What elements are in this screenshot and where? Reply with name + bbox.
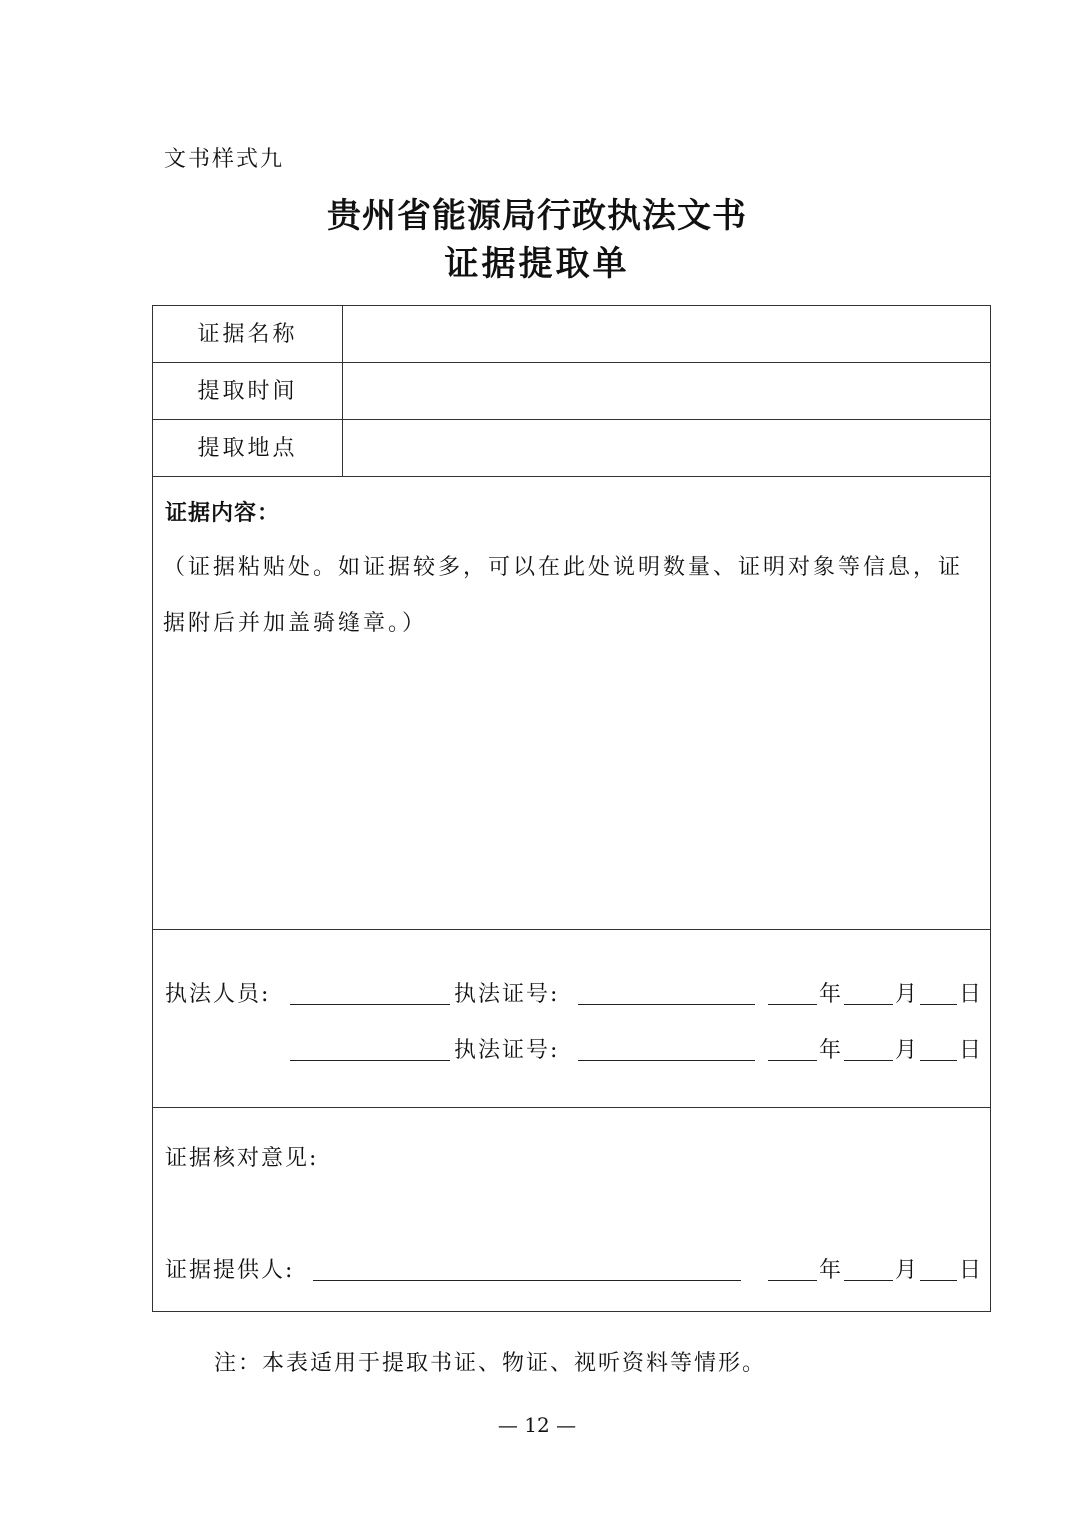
day-label: 日 [959,1038,982,1063]
day-blank[interactable] [920,1004,957,1005]
document-title: 贵州省能源局行政执法文书 [327,196,747,236]
month-blank[interactable] [844,1004,893,1005]
provider-signature-blank[interactable] [313,1280,741,1281]
month-blank[interactable] [844,1060,893,1061]
officer-label: 执法人员: [165,982,271,1007]
section-divider [153,1107,990,1108]
officer-name-blank[interactable] [290,1004,450,1005]
verification-opinion-label: 证据核对意见: [165,1146,319,1171]
year-blank[interactable] [768,1004,817,1005]
year-label: 年 [819,1258,842,1283]
evidence-form [152,305,991,1312]
extraction-place-label: 提取地点 [197,436,298,461]
month-label: 月 [895,1258,918,1283]
evidence-content-hint: （证据粘贴处。如证据较多，可以在此处说明数量、证明对象等信息，证 [163,555,964,580]
footer-note: 注：本表适用于提取书证、物证、视听资料等情形。 [214,1351,767,1376]
cert-number-label: 执法证号: [454,1038,560,1063]
column-divider [342,306,343,476]
cert-number-blank[interactable] [578,1004,755,1005]
section-divider [153,929,990,930]
year-label: 年 [819,1038,842,1063]
month-label: 月 [895,1038,918,1063]
year-label: 年 [819,982,842,1007]
month-blank[interactable] [844,1280,893,1281]
extraction-time-label: 提取时间 [197,379,298,404]
day-label: 日 [959,982,982,1007]
evidence-content-heading: 证据内容： [165,501,281,526]
page-number: — 12 — [497,1413,577,1437]
day-blank[interactable] [920,1060,957,1061]
evidence-name-label: 证据名称 [197,322,298,347]
document-style-label: 文书样式九 [164,147,285,172]
day-blank[interactable] [920,1280,957,1281]
year-blank[interactable] [768,1280,817,1281]
officer-name-blank[interactable] [290,1060,450,1061]
cert-number-label: 执法证号: [454,982,560,1007]
month-label: 月 [895,982,918,1007]
day-label: 日 [959,1258,982,1283]
cert-number-blank[interactable] [578,1060,755,1061]
evidence-provider-label: 证据提供人: [165,1258,295,1283]
year-blank[interactable] [768,1060,817,1061]
document-subtitle: 证据提取单 [444,244,630,284]
evidence-content-hint: 据附后并加盖骑缝章。） [163,611,428,636]
